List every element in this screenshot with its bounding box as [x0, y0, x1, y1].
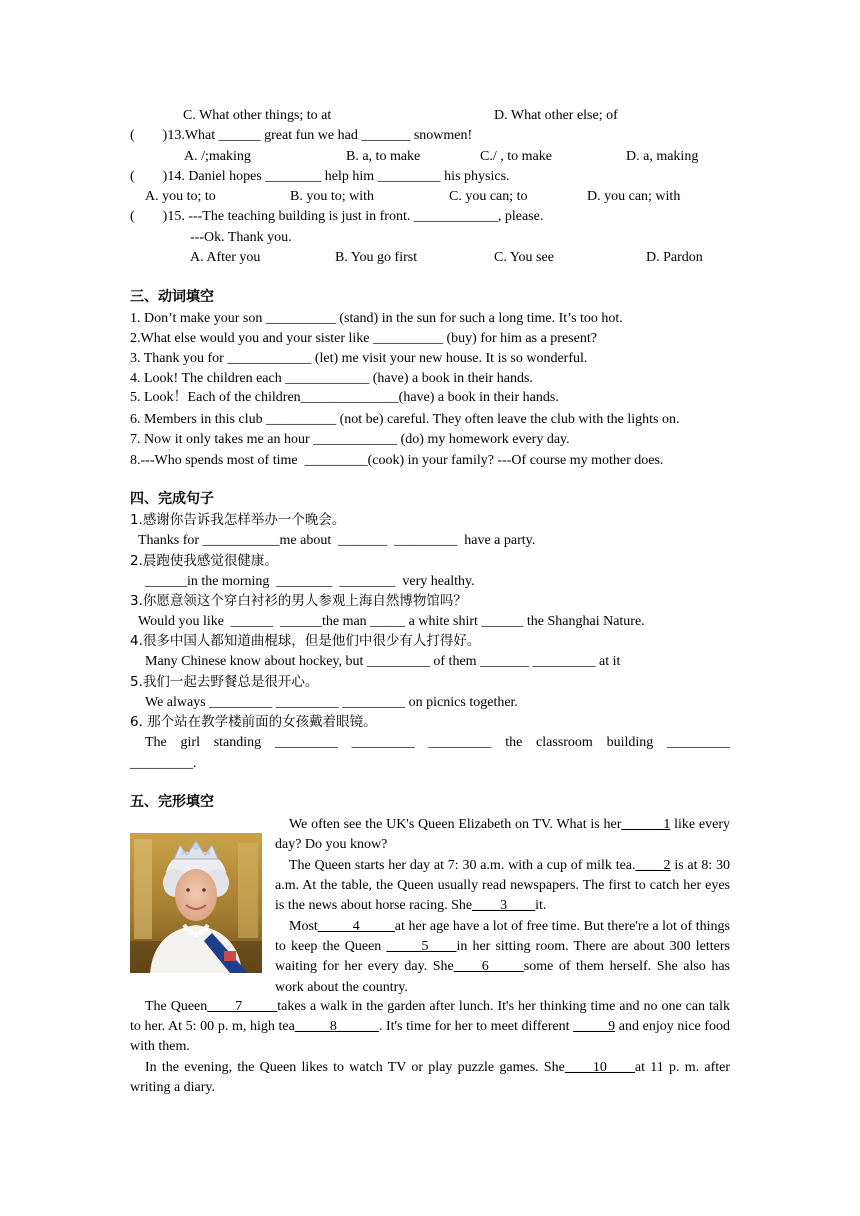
sentence-4-en: Many Chinese know about hockey, but _________ of them _______ _________ at it [145, 654, 621, 669]
paragraph-3-text-end: some of them herself. She also has work about the country. [275, 959, 730, 995]
cloze-blank-3: ____3____ [472, 898, 536, 914]
q14-option-c: C. you can; to [449, 189, 528, 204]
queen-portrait-image [130, 833, 262, 973]
cloze-paragraph-3-start [275, 917, 730, 995]
cloze-paragraph-4 [130, 997, 730, 1058]
cloze-blank-4: _____4_____ [317, 919, 395, 934]
question-15: ( )15. ---The teaching building is just in front. ____________, please. [130, 209, 544, 224]
paragraph-4-text-end: and enjoy nice food with them. [130, 1019, 731, 1055]
q15-option-d: D. Pardon [646, 250, 703, 265]
section-4-title: 四、完成句子 [130, 491, 214, 507]
question-13: ( )13.What ______ great fun we had _______ snowmen! [130, 128, 473, 143]
verb-item-7: 7. Now it only takes me an hour ____________ (do) my homework every day. [130, 432, 570, 447]
cloze-paragraph-5 [130, 1058, 730, 1098]
verb-item-2: 2.What else would you and your sister like __________ (buy) for him as a present? [130, 331, 597, 346]
cloze-paragraph-2 [275, 856, 730, 917]
sentence-6-en-continued: _________. [130, 756, 197, 771]
paragraph-2-text-middle: is at 8: 30 a.m. At the table, the Queen usually read newspapers. The first to catch her eyes is the news about horse racing. She [275, 858, 731, 914]
cloze-blank-1: ______1 [621, 817, 671, 832]
paragraph-5-text-end: at 11 p. m. after writing a diary. [130, 1060, 731, 1096]
cloze-paragraph-1 [275, 815, 730, 855]
sentence-6-en: The girl standing _________ _________ _________ the classroom building _________ [145, 735, 730, 750]
paragraph-4-text-more: . It's time for her to meet different [378, 1019, 574, 1035]
cloze-blank-7: ____7_____ [207, 999, 278, 1014]
sentence-3-zh: 3.你愿意领这个穿白衬衫的男人参观上海自然博物馆吗？ [130, 593, 467, 609]
verb-item-5: 5. Look！Each of the children______________(have) a book in their hands. [130, 390, 559, 405]
verb-item-6: 6. Members in this club __________ (not be) careful. They often leave the club with the lights on. [130, 412, 680, 427]
q14-option-a: A. you to; to [145, 189, 216, 204]
section-3-title: 三、动词填空 [130, 289, 214, 305]
q13-option-b: B. a, to make [346, 149, 421, 164]
paragraph-2-text: The Queen starts her day at 7: 30 a.m. with a cup of milk tea. [289, 858, 636, 873]
sentence-1-en: Thanks for ___________me about _______ _________ have a party. [138, 533, 536, 548]
q15-option-c: C. You see [494, 250, 554, 265]
q12-option-d: D. What other else; of [494, 108, 618, 123]
verb-item-1: 1. Don’t make your son __________ (stand) in the sun for such a long time. It’s too hot. [130, 311, 623, 326]
sentence-4-zh: 4.很多中国人都知道曲棍球，但是他们中很少有人打得好。 [130, 633, 481, 649]
cloze-blank-6: ____6_____ [453, 959, 524, 975]
sentence-6-zh: 6. 那个站在教学楼前面的女孩戴着眼镜。 [130, 714, 377, 730]
q12-option-c: C. What other things; to at [183, 108, 332, 123]
verb-item-4: 4. Look! The children each ____________ (have) a book in their hands. [130, 371, 533, 386]
cloze-blank-2: ____2 [635, 858, 671, 873]
cloze-blank-9: _____9 [573, 1019, 616, 1035]
paragraph-4-text: The Queen [145, 999, 208, 1014]
paragraph-2-text-end: it. [535, 898, 547, 914]
paragraph-1-text-end: like every day? Do you know? [275, 817, 730, 853]
q15-option-a: A. After you [190, 250, 261, 265]
q14-option-d: D. you can; with [587, 189, 681, 204]
cloze-blank-8: _____8______ [294, 1019, 379, 1035]
paragraph-3-text: Most [289, 919, 318, 934]
cloze-blank-5: _____5____ [386, 939, 457, 955]
q14-option-b: B. you to; with [290, 189, 375, 204]
paragraph-4-text-middle: takes a walk in the garden after lunch. It's her thinking time and no one can talk to her. At 5: 00 p. m, high tea [130, 999, 730, 1035]
question-14: ( )14. Daniel hopes ________ help him _________ his physics. [130, 169, 510, 184]
q15-reply: ---Ok. Thank you. [190, 230, 292, 245]
verb-item-8: 8.---Who spends most of time _________(cook) in your family? ---Of course my mother does. [130, 453, 664, 468]
q13-option-a: A. /;making [184, 149, 251, 164]
paragraph-3-text-more: in her sitting room. There are about 300 letters waiting for her every day. She [275, 939, 730, 975]
paragraph-5-text: In the evening, the Queen likes to watch TV or play puzzle games. She [145, 1060, 565, 1075]
sentence-2-zh: 2.晨跑使我感觉很健康。 [130, 553, 278, 569]
sentence-5-zh: 5.我们一起去野餐总是很开心。 [130, 674, 319, 690]
sentence-5-en: We always _________ _________ _________ on picnics together. [145, 695, 518, 710]
q15-option-b: B. You go first [335, 250, 418, 265]
sentence-3-en: Would you like ______ ______the man _____ a white shirt ______ the Shanghai Nature. [138, 614, 645, 629]
cloze-blank-10: ____10____ [564, 1060, 635, 1075]
section-5-title: 五、完形填空 [130, 794, 214, 810]
paragraph-1-text: We often see the UK's Queen Elizabeth on TV. What is her [289, 817, 622, 832]
paragraph-3-text-middle: at her age have a lot of free time. But there're a lot of things to keep the Queen [275, 919, 730, 955]
q13-option-c: C./ , to make [480, 149, 552, 164]
q13-option-d: D. a, making [626, 149, 699, 164]
sentence-2-en: ______in the morning ________ ________ very healthy. [145, 574, 475, 589]
sentence-1-zh: 1.感谢你告诉我怎样举办一个晚会。 [130, 512, 346, 528]
verb-item-3: 3. Thank you for ____________ (let) me visit your new house. It is so wonderful. [130, 351, 588, 366]
